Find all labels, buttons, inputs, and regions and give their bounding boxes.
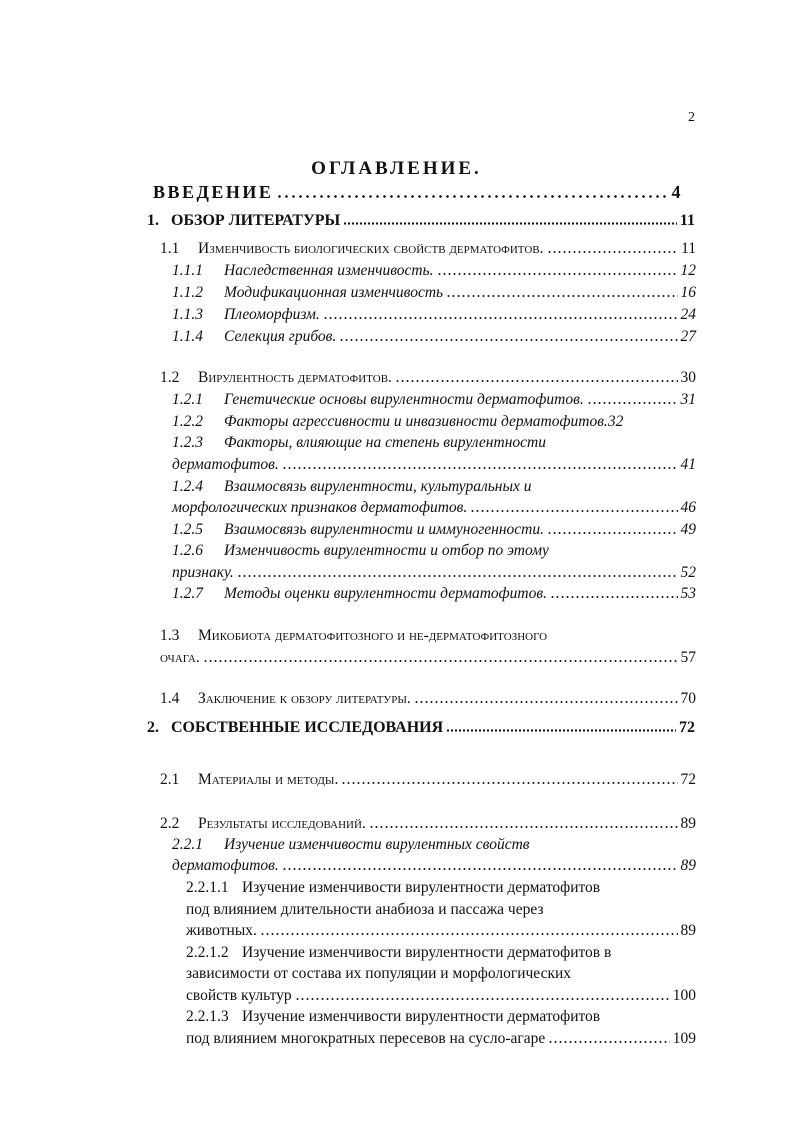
- toc-entry-page: 16: [680, 284, 696, 301]
- toc-entry-label: Методы оценки вирулентности дерматофитов.: [224, 585, 547, 602]
- toc-entry-label: Взаимосвязь вирулентности и иммуногенности.: [224, 521, 545, 538]
- toc-entry-label: Взаимосвязь вирулентности, культуральных и: [224, 478, 532, 495]
- dot-leader: [547, 532, 677, 534]
- toc-entry-chapter-1[interactable]: [147, 212, 695, 230]
- toc-entry-1-1-4[interactable]: [172, 328, 696, 346]
- toc-entry-page: 53: [680, 585, 696, 602]
- toc-entry-label-cont: морфологических признаков дерматофитов.: [172, 499, 468, 516]
- toc-entry-page: 89: [680, 815, 696, 832]
- toc-entry-number: 1.2.7: [172, 585, 203, 602]
- toc-entry-2-2-1-1[interactable]: [186, 922, 696, 940]
- toc-entry-number: 2.2.1: [172, 836, 203, 853]
- toc-entry-label: Изучение изменчивости вирулентных свойств: [224, 836, 530, 853]
- toc-entry-page: 46: [680, 499, 696, 516]
- dot-leader: [395, 380, 678, 382]
- toc-entry-1-2[interactable]: [160, 369, 696, 387]
- toc-entry-number: 1.2: [160, 369, 180, 386]
- toc-entry-page: 89: [680, 922, 696, 939]
- toc-entry-2-2-1[interactable]: [172, 857, 696, 875]
- toc-entry-label: Результаты исследований.: [198, 815, 366, 832]
- toc-entry-1-3-line1[interactable]: [160, 627, 547, 645]
- toc-entry-label-cont: животных.: [186, 922, 257, 939]
- toc-entry-1-2-2[interactable]: [172, 413, 704, 431]
- toc-entry-number: 1.2.2: [172, 413, 203, 430]
- dot-leader: [203, 660, 678, 662]
- dot-leader: [550, 596, 678, 598]
- toc-entry-number: 1.1.2: [172, 284, 203, 301]
- toc-entry-1-1-1[interactable]: [172, 262, 696, 280]
- toc-entry-label-cont: очага.: [160, 649, 200, 666]
- toc-entry-label-cont: под влиянием многократных пересевов на сусло-агаре: [186, 1030, 546, 1047]
- toc-entry-label-cont: под влиянием длительности анабиоза и пассажа через: [186, 901, 544, 918]
- dot-leader: [343, 222, 677, 225]
- toc-entry-page: 72: [680, 771, 696, 788]
- toc-entry-1-3[interactable]: [160, 649, 696, 667]
- dot-leader: [323, 317, 678, 319]
- toc-entry-number: 2.: [147, 719, 159, 736]
- toc-entry-label: Факторы, влияющие на степень вирулентности: [224, 434, 546, 451]
- toc-entry-label-cont: зависимости от состава их популяции и морфологических: [186, 965, 572, 982]
- toc-entry-page: 72: [679, 719, 695, 736]
- toc-entry-number: 1.2.4: [172, 478, 203, 495]
- toc-entry-label: СОБСТВЕННЫЕ ИССЛЕДОВАНИЯ: [171, 719, 444, 736]
- toc-entry-page: 27: [680, 328, 696, 345]
- toc-entry-page: 30: [680, 369, 696, 386]
- toc-entry-number: 1.1: [160, 240, 180, 257]
- toc-entry-label: Селекция грибов.: [224, 328, 337, 345]
- toc-entry-2-1[interactable]: [160, 771, 696, 789]
- toc-entry-label: Микобиота дерматофитозного и не-дерматофитозного: [198, 627, 548, 644]
- toc-entry-label: Изучение изменчивости вирулентности дерматофитов в: [242, 944, 612, 961]
- toc-entry-page: 57: [680, 649, 696, 666]
- toc-entry-label: ОБЗОР ЛИТЕРАТУРЫ: [171, 212, 341, 229]
- dot-leader: [339, 339, 677, 341]
- dot-leader: [470, 510, 677, 512]
- toc-entry-page: 11: [681, 240, 696, 257]
- toc-entry-label: ВВЕДЕНИЕ: [153, 182, 274, 202]
- toc-entry-2-2-1-2[interactable]: [186, 987, 696, 1005]
- toc-entry-label: Модификационная изменчивость: [224, 284, 444, 301]
- toc-entry-2-2-1-3-line1[interactable]: [186, 1008, 600, 1026]
- dot-leader: [548, 1041, 669, 1043]
- toc-entry-number: 1.4: [160, 690, 180, 707]
- toc-entry-1-1-3[interactable]: [172, 306, 696, 324]
- toc-entry-1-2-4-line1[interactable]: [172, 478, 531, 496]
- toc-entry-label: Материалы и методы.: [198, 771, 339, 788]
- dot-leader: [237, 575, 678, 577]
- toc-entry-page: 24: [680, 306, 696, 323]
- toc-entry-2-2-1-2-line1[interactable]: [186, 944, 611, 962]
- toc-entry-number: 1.2.1: [172, 391, 203, 408]
- page-number: 2: [688, 110, 695, 125]
- toc-entry-1-2-3[interactable]: [172, 456, 696, 474]
- toc-entry-2-2-1-3[interactable]: [186, 1030, 696, 1048]
- toc-entry-page: 4: [671, 182, 683, 202]
- dot-leader: [446, 729, 676, 732]
- toc-entry-1-1-2[interactable]: [172, 284, 696, 302]
- dot-leader: [369, 826, 678, 828]
- toc-entry-number: 2.2.1.3: [186, 1008, 229, 1025]
- toc-entry-page: 89: [680, 857, 696, 874]
- toc-entry-number: 1.1.4: [172, 328, 203, 345]
- toc-entry-page: 12: [680, 262, 696, 279]
- toc-entry-page: 109: [672, 1030, 696, 1047]
- toc-entry-2-2-1-1-line1[interactable]: [186, 879, 600, 897]
- toc-entry-label-cont: признаку.: [172, 564, 234, 581]
- toc-entry-number: 2.1: [160, 771, 180, 788]
- toc-entry-1-2-3-line1[interactable]: [172, 434, 546, 452]
- toc-entry-label-cont: дерматофитов.: [172, 857, 279, 874]
- toc-entry-introduction[interactable]: [153, 182, 683, 203]
- dot-leader: [587, 402, 678, 404]
- toc-entry-1-2-6[interactable]: [172, 564, 696, 582]
- dot-leader: [260, 933, 678, 935]
- dot-leader: [341, 782, 677, 784]
- toc-entry-label: Изучение изменчивости вирулентности дерматофитов: [242, 1008, 601, 1025]
- toc-entry-2-2-1-2-line2: [186, 965, 571, 983]
- toc-entry-number: 1.1.1: [172, 262, 203, 279]
- dot-leader: [282, 868, 678, 870]
- toc-entry-1-1[interactable]: [160, 240, 696, 258]
- dot-leader: [437, 273, 678, 275]
- dot-leader: [276, 195, 668, 198]
- toc-entry-page: 70: [680, 690, 696, 707]
- toc-entry-number: 2.2: [160, 815, 180, 832]
- toc-entry-number: 1.2.5: [172, 521, 203, 538]
- toc-entry-label: Генетические основы вирулентности дерматофитов.: [224, 391, 584, 408]
- toc-entry-number: 1.3: [160, 627, 180, 644]
- toc-entry-1-4[interactable]: [160, 690, 696, 708]
- toc-entry-2-2-1-line1[interactable]: [172, 836, 530, 854]
- toc-entry-page: 100: [672, 987, 696, 1004]
- toc-entry-number: 1.2.6: [172, 542, 203, 559]
- toc-entry-label: Заключение к обзору литературы.: [198, 690, 411, 707]
- dot-leader: [446, 295, 677, 297]
- toc-entry-label: Вирулентность дерматофитов.: [198, 369, 392, 386]
- toc-entry-label: Изменчивость вирулентности и отбор по этому: [224, 542, 549, 559]
- dot-leader: [295, 998, 670, 1000]
- toc-entry-page: 31: [680, 391, 696, 408]
- toc-entry-1-2-6-line1[interactable]: [172, 542, 549, 560]
- toc-entry-label: Изучение изменчивости вирулентности дерматофитов: [242, 879, 601, 896]
- toc-entry-label-cont: дерматофитов.: [172, 456, 279, 473]
- toc-entry-1-2-1[interactable]: [172, 391, 696, 409]
- toc-entry-number: 1.1.3: [172, 306, 203, 323]
- toc-entry-1-2-7[interactable]: [172, 585, 696, 603]
- toc-entry-number: 1.2.3: [172, 434, 203, 451]
- toc-entry-label: Наследственная изменчивость.: [224, 262, 434, 279]
- toc-entry-1-2-5[interactable]: [172, 521, 696, 539]
- toc-entry-label: Факторы агрессивности и инвазивности дерматофитов.: [224, 413, 608, 430]
- toc-entry-2-2[interactable]: [160, 815, 696, 833]
- toc-entry-page: 52: [680, 564, 696, 581]
- toc-entry-label: Изменчивость биологических свойств дерматофитов.: [198, 240, 544, 257]
- toc-title: ОГЛАВЛЕНИЕ.: [311, 158, 482, 179]
- toc-entry-chapter-2[interactable]: [147, 719, 695, 737]
- dot-leader: [414, 701, 678, 703]
- toc-entry-2-2-1-1-line2: [186, 901, 544, 919]
- toc-entry-label-cont: свойств культур: [186, 987, 292, 1004]
- toc-entry-page: 49: [680, 521, 696, 538]
- toc-entry-page: 32: [607, 413, 624, 430]
- toc-entry-1-2-4[interactable]: [172, 499, 696, 517]
- toc-entry-label: Плеоморфизм.: [224, 306, 320, 323]
- dot-leader: [282, 467, 678, 469]
- toc-entry-number: 2.2.1.2: [186, 944, 229, 961]
- toc-entry-page: 41: [680, 456, 696, 473]
- toc-entry-page: 11: [679, 212, 695, 229]
- dot-leader: [547, 251, 679, 253]
- toc-entry-number: 1.: [147, 212, 159, 229]
- toc-entry-number: 2.2.1.1: [186, 879, 229, 896]
